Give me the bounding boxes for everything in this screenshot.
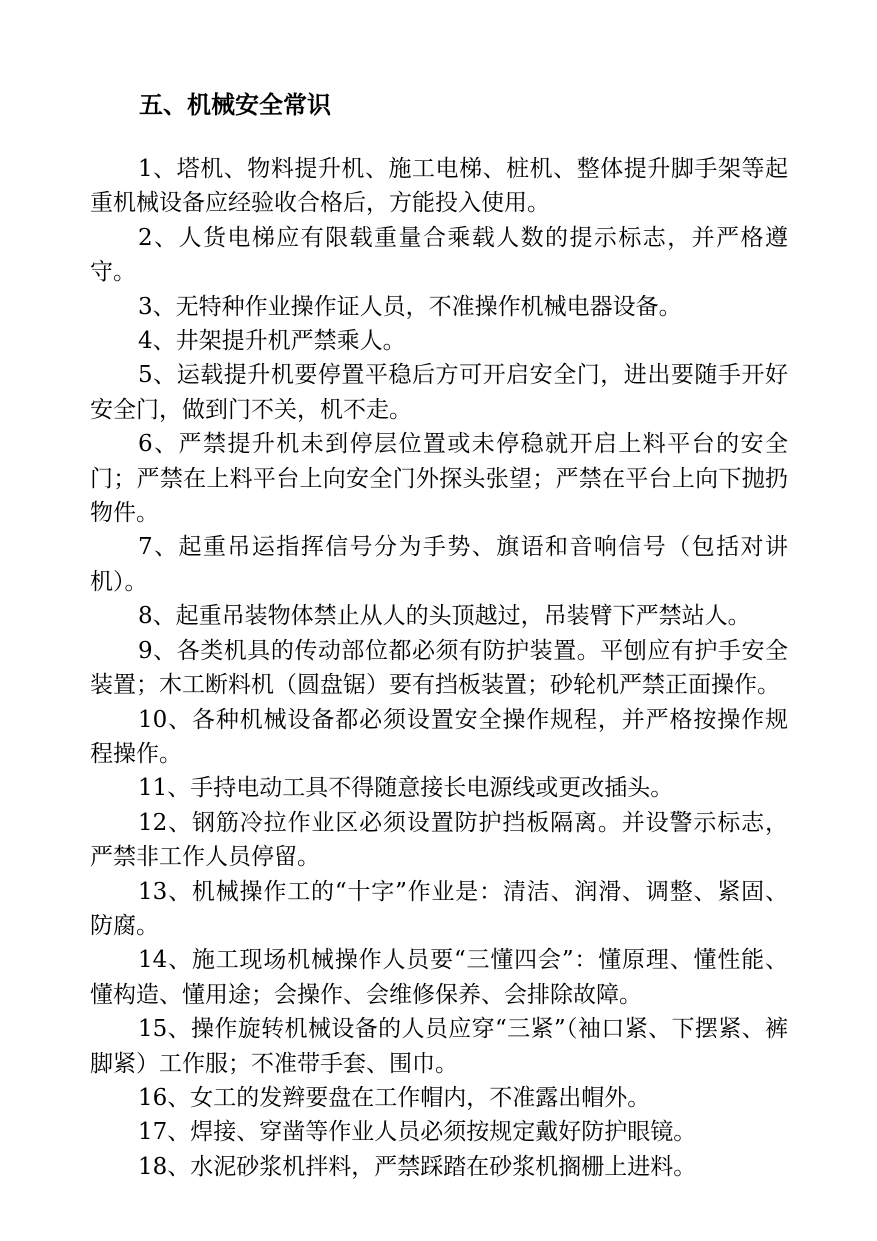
section-title: 五、机械安全常识: [139, 90, 331, 119]
rule-item-17: 17、焊接、穿凿等作业人员必须按规定戴好防护眼镜。: [138, 1119, 697, 1146]
rule-item-14: 14、施工现场机械操作人员要“三懂四会”：懂原理、懂性能、懂构造、懂用途；会操作、会维修保养、会排除故障。: [90, 947, 788, 1008]
rule-item-8: 8、起重吊装物体禁止从人的头顶越过，吊装臂下严禁站人。: [138, 603, 751, 630]
rule-item-11: 11、手持电动工具不得随意接长电源线或更改插头。: [138, 775, 674, 802]
rule-item-6: 6、严禁提升机未到停层位置或未停稳就开启上料平台的安全门；严禁在上料平台上向安全门外探头张望；严禁在平台上向下抛扔物件。: [90, 431, 788, 527]
rule-item-13: 13、机械操作工的“十字”作业是：清洁、润滑、调整、紧固、防腐。: [90, 878, 788, 939]
rule-item-5: 5、运载提升机要停置平稳后方可开启安全门，进出要随手开好安全门，做到门不关，机不走。: [90, 362, 788, 423]
rule-item-9: 9、各类机具的传动部位都必须有防护装置。平刨应有护手安全装置；木工断料机（圆盘锯）要有挡板装置；砂轮机严禁正面操作。: [90, 637, 788, 699]
rules-list: [90, 152, 788, 1184]
rule-item-3: 3、无特种作业操作证人员，不准操作机械电器设备。: [138, 293, 682, 320]
rule-item-10: 10、各种机械设备都必须设置安全操作规程，并严格按操作规程操作。: [90, 706, 788, 767]
rule-item-15: 15、操作旋转机械设备的人员应穿“三紧”（袖口紧、下摆紧、裤脚紧）工作服；不准带手套、围巾。: [90, 1016, 788, 1077]
rule-item-18: 18、水泥砂浆机拌料，严禁踩踏在砂浆机搁栅上进料。: [138, 1153, 697, 1180]
rule-item-12: 12、钢筋冷拉作业区必须设置防护挡板隔离。并设警示标志，严禁非工作人员停留。: [90, 809, 788, 871]
rule-item-2: 2、人货电梯应有限载重量合乘载人数的提示标志，并严格遵守。: [90, 224, 788, 286]
rule-item-1: 1、塔机、物料提升机、施工电梯、桩机、整体提升脚手架等起重机械设备应经验收合格后，方能投入使用。: [90, 156, 788, 217]
rule-item-7: 7、起重吊运指挥信号分为手势、旗语和音响信号（包括对讲机）。: [90, 534, 788, 595]
rule-item-16: 16、女工的发辫要盘在工作帽内，不准露出帽外。: [138, 1084, 651, 1111]
rule-item-4: 4、井架提升机严禁乘人。: [138, 328, 406, 355]
